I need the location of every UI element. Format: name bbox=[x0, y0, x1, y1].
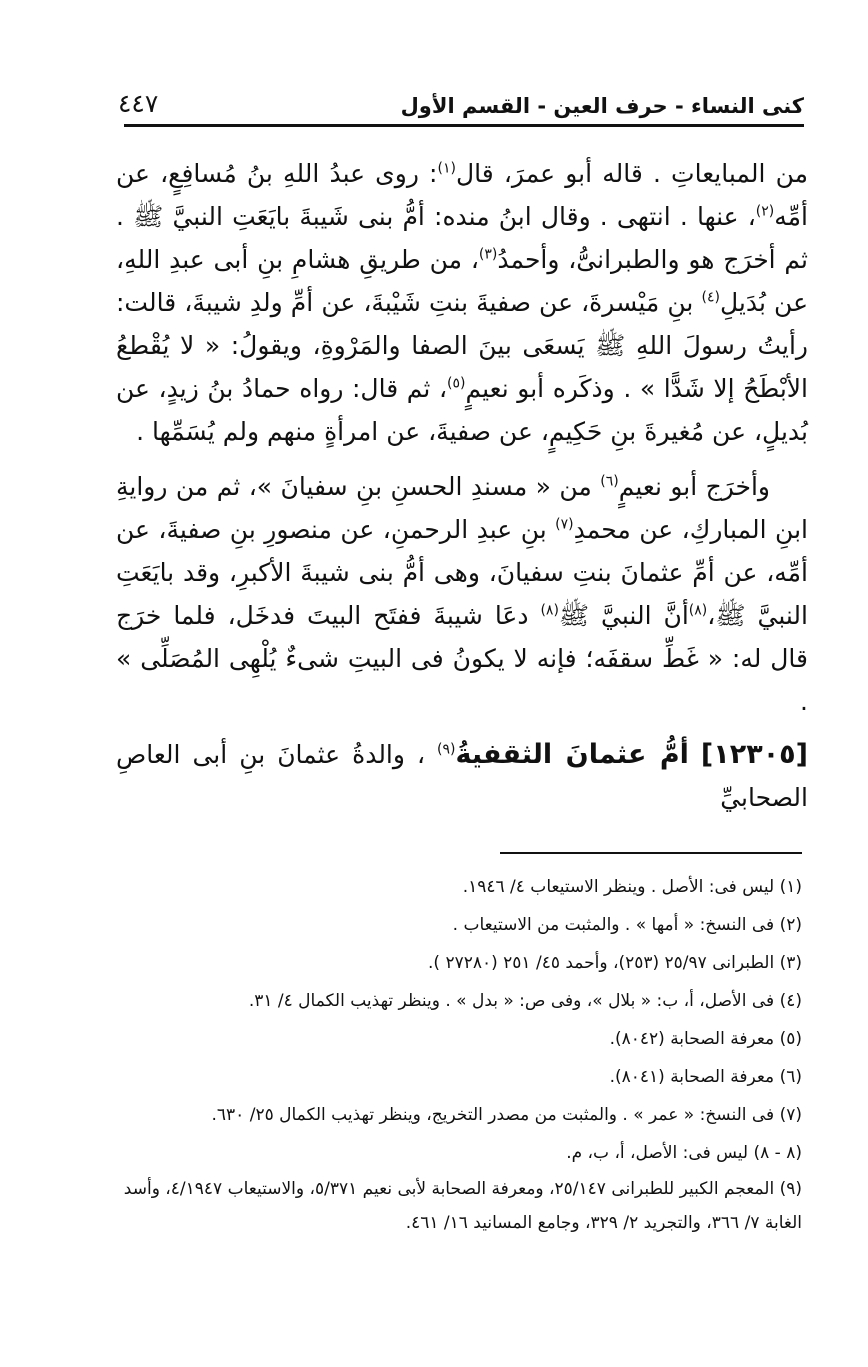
footnote: (٥) معرفة الصحابة (٨٠٤٢). bbox=[609, 1029, 802, 1049]
paragraph-1 bbox=[116, 152, 808, 453]
entry-heading bbox=[116, 733, 808, 819]
footnote-ref: (٩) bbox=[437, 741, 456, 758]
footnote-ref: (٣) bbox=[478, 246, 498, 263]
footnote: (٧) فى النسخ: « عمر » . والمثبت من مصدر التخريج، وينظر تهذيب الكمال ٢٥/ ٦٣٠. bbox=[211, 1105, 802, 1125]
footnote-ref: (٤) bbox=[701, 289, 720, 306]
footnote: (٣) الطبرانى ٢٥/٩٧ (٢٥٣)، وأحمد ٤٥/ ٢٥١ (٢٧٢٨٠ ). bbox=[427, 953, 802, 973]
text-run: : روى عبدُ اللهِ بنُ مُسافِعٍ، عن أمِّه bbox=[116, 159, 808, 231]
main-text bbox=[116, 152, 808, 819]
text-run: ، من طريقِ هشامِ بنِ أبى عبدِ اللهِ، عن بُدَيلِ bbox=[116, 245, 808, 317]
footnote-ref: (٨) bbox=[688, 602, 708, 619]
text-run: ، ثم قال: رواه حمادُ بنُ زيدٍ، عن بُديلٍ، عن مُغيرةَ بنِ حَكِيمٍ، عن صفيةَ، عن امرأةٍ منهم ولم يُسَمِّها . bbox=[116, 374, 808, 446]
entry-name: أمُّ عثمانَ الثقفيةُ bbox=[455, 739, 689, 770]
footnote-rule bbox=[500, 852, 802, 854]
footnote: (٤) فى الأصل، أ، ب: « بلال »، وفى ص: « بدل » . وينظر تهذيب الكمال ٤/ ٣١. bbox=[248, 991, 802, 1011]
footnote-ref: (١) bbox=[437, 160, 456, 177]
footnote-ref: (٨) bbox=[540, 602, 559, 619]
footnote: (١) ليس فى: الأصل . وينظر الاستيعاب ٤/ ١٩٤٦. bbox=[462, 877, 802, 897]
page-number: ٤٤٧ bbox=[118, 89, 159, 118]
text-run: وأخرَج أبو نعيمٍ bbox=[618, 472, 770, 501]
entry-text: ، والدةُ عثمانَ بنِ أبى العاصِ الصحابيِّ bbox=[116, 740, 808, 812]
text-run: بنِ مَيْسرةَ، عن صفيةَ بنتِ شَيْبةَ، عن أمِّ ولدِ شيبةَ، قالت: رأيتُ رسولَ اللهِ ﷺ يَسعَى بينَ الصفا والمَرْوةِ، ويقولُ: « لا يُقْطعُ الأبْطَحُ إلا شَدًّا » . وذكَره أبو نعيمٍ bbox=[116, 288, 808, 403]
text-run: من المبايعاتِ . قاله أبو عمرَ، قال bbox=[455, 159, 808, 188]
footnote-ref: (٦) bbox=[600, 473, 619, 490]
footnotes bbox=[110, 868, 802, 1240]
text-run: من « مسندِ الحسنِ بنِ سفيانَ »، ثم من روايةِ ابنِ المباركِ، عن محمدِ bbox=[116, 472, 808, 544]
text-run: أنَّ النبيَّ ﷺ bbox=[558, 601, 689, 630]
paragraph-2 bbox=[116, 465, 808, 723]
header-rule bbox=[124, 124, 804, 127]
footnote: (٨ - ٨) ليس فى: الأصل، أ، ب، م. bbox=[566, 1143, 802, 1163]
footnote-ref: (٥) bbox=[447, 375, 466, 392]
text-run: بنِ عبدِ الرحمنِ، عن منصورِ بنِ صفيةَ، عن أمِّه، عن أمِّ عثمانَ بنتِ سفيانَ، وهى أمُّ بنى شيبةَ الأكبرِ، وقد بايَعَتِ النبيَّ ﷺ، bbox=[116, 515, 808, 630]
footnote-ref: (٢) bbox=[755, 203, 775, 220]
running-title: كنى النساء - حرف العين - القسم الأول bbox=[400, 94, 804, 118]
footnote: (٩) المعجم الكبير للطبرانى ٢٥/١٤٧، ومعرفة الصحابة لأبى نعيم ٥/٣٧١، والاستيعاب ٤/١٩٤٧، وأسد الغابة ٧/ ٣٦٦، والتجريد ٢/ ٣٢٩، وجامع المسانيد ١٦/ ٤٦١. bbox=[123, 1179, 802, 1233]
footnote-ref: (٧) bbox=[555, 516, 574, 533]
page-header bbox=[118, 78, 804, 118]
footnote: (٦) معرفة الصحابة (٨٠٤١). bbox=[609, 1067, 802, 1087]
footnote: (٢) فى النسخ: « أمها » . والمثبت من الاستيعاب . bbox=[452, 915, 802, 935]
text-run: ، عنها . انتهى . وقال ابنُ منده: أمُّ بنى شَيبةَ بايَعَتِ النبيَّ ﷺ . ثم أخرَج هو والطبرانىُّ، وأحمدُ bbox=[116, 202, 808, 274]
text-run: دعَا شيبةَ ففتَح البيتَ فدخَل، فلما خرَج قال له: « غَطِّ سقفَه؛ فإنه لا يكونُ فى البيتِ شىءٌ يُلْهِى المُصَلِّى » . bbox=[116, 601, 808, 716]
entry-number: [١٢٣٠٥] bbox=[700, 739, 809, 770]
